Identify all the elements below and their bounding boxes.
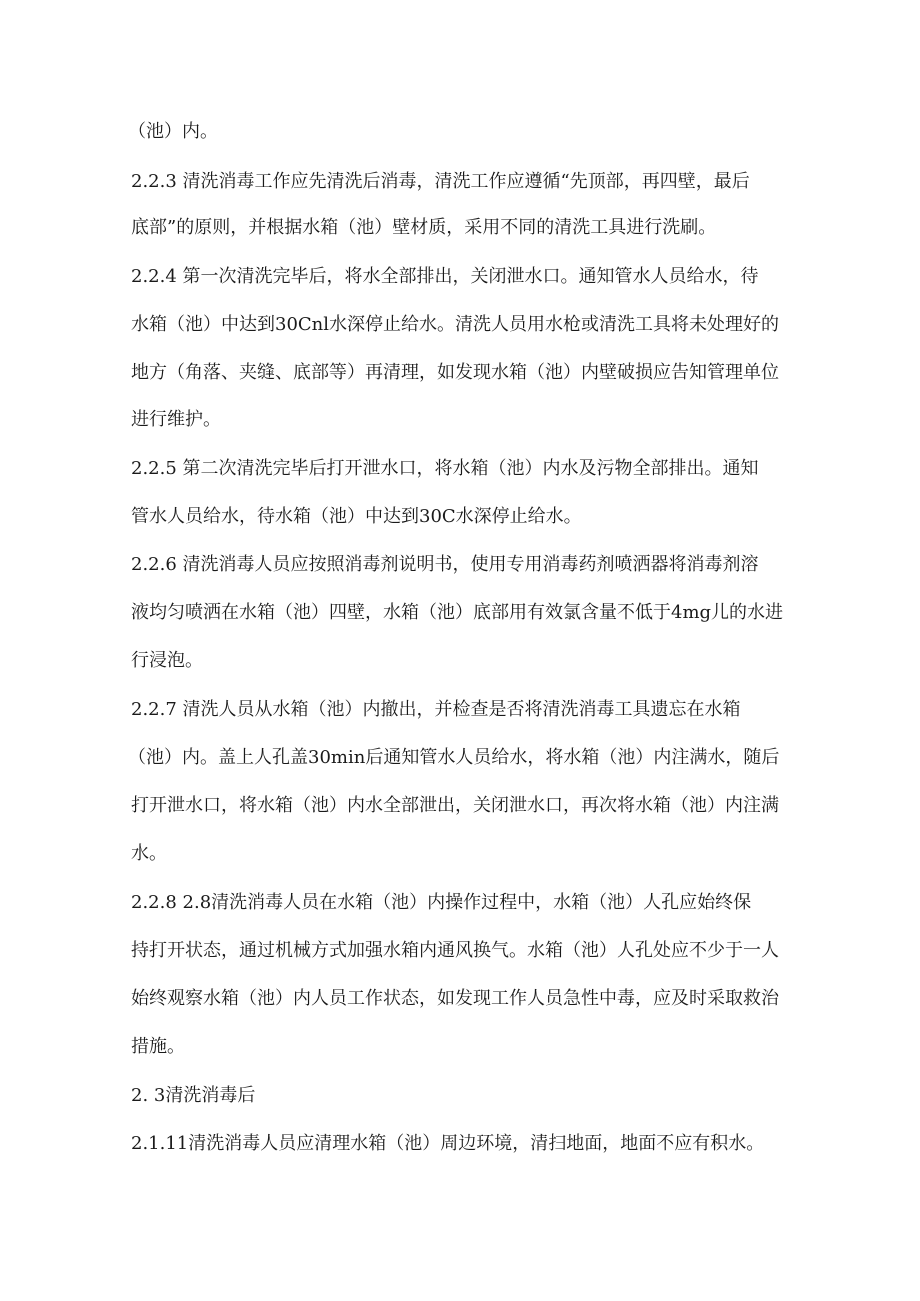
text-line: 水箱（池）中达到30Cnl水深停止给水。清洗人员用水枪或清洗工具将未处理好的 [131, 314, 780, 335]
text-line: 2.2.8 2.8清洗消毒人员在水箱（池）内操作过程中，水箱（池）人孔应始终保 [131, 892, 752, 913]
text-line: 液均匀喷洒在水箱（池）四壁，水箱（池）底部用有效氯含量不低于4mg儿的水进 [131, 602, 784, 623]
text-line: 地方（角落、夹缝、底部等）再清理，如发现水箱（池）内壁破损应告知管理单位 [131, 362, 779, 383]
text-line: 持打开状态，通过机械方式加强水箱内通风换气。水箱（池）人孔处应不少于一人 [131, 940, 779, 961]
text-line: 水。 [131, 843, 167, 864]
text-line: 2.2.4 第一次清洗完毕后，将水全部排出，关闭泄水口。通知管水人员给水，待 [131, 266, 759, 287]
text-line: 行浸泡。 [131, 650, 203, 671]
text-line: 措施。 [131, 1036, 185, 1057]
text-line: 底部”的原则，并根据水箱（池）壁材质，采用不同的清洗工具进行洗刷。 [131, 217, 717, 238]
text-line: 2.1.11清洗消毒人员应清理水箱（池）周边环境，清扫地面，地面不应有积水。 [131, 1133, 765, 1154]
text-line: 2.2.3 清洗消毒工作应先清洗后消毒，清洗工作应遵循“先顶部，再四壁，最后 [131, 171, 750, 192]
text-line: （池）内。盖上人孔盖30min后通知管水人员给水，将水箱（池）内注满水，随后 [128, 747, 780, 768]
text-line: 2.2.5 第二次清洗完毕后打开泄水口，将水箱（池）内水及污物全部排出。通知 [131, 458, 759, 479]
text-line: 管水人员给水，待水箱（池）中达到30C水深停止给水。 [131, 506, 582, 527]
text-line: 始终观察水箱（池）内人员工作状态，如发现工作人员急性中毒，应及时采取救治 [131, 988, 779, 1009]
text-line: 打开泄水口，将水箱（池）内水全部泄出，关闭泄水口，再次将水箱（池）内注满 [131, 795, 779, 816]
section-heading: 2. 3清洗消毒后 [131, 1085, 256, 1106]
text-line: 2.2.6 清洗消毒人员应按照消毒剂说明书，使用专用消毒药剂喷洒器将消毒剂溶 [131, 554, 759, 575]
text-line: 进行维护。 [131, 409, 221, 430]
text-line: （池）内。 [128, 121, 218, 142]
text-line: 2.2.7 清洗人员从水箱（池）内撤出，并检查是否将清洗消毒工具遗忘在水箱 [131, 699, 741, 720]
